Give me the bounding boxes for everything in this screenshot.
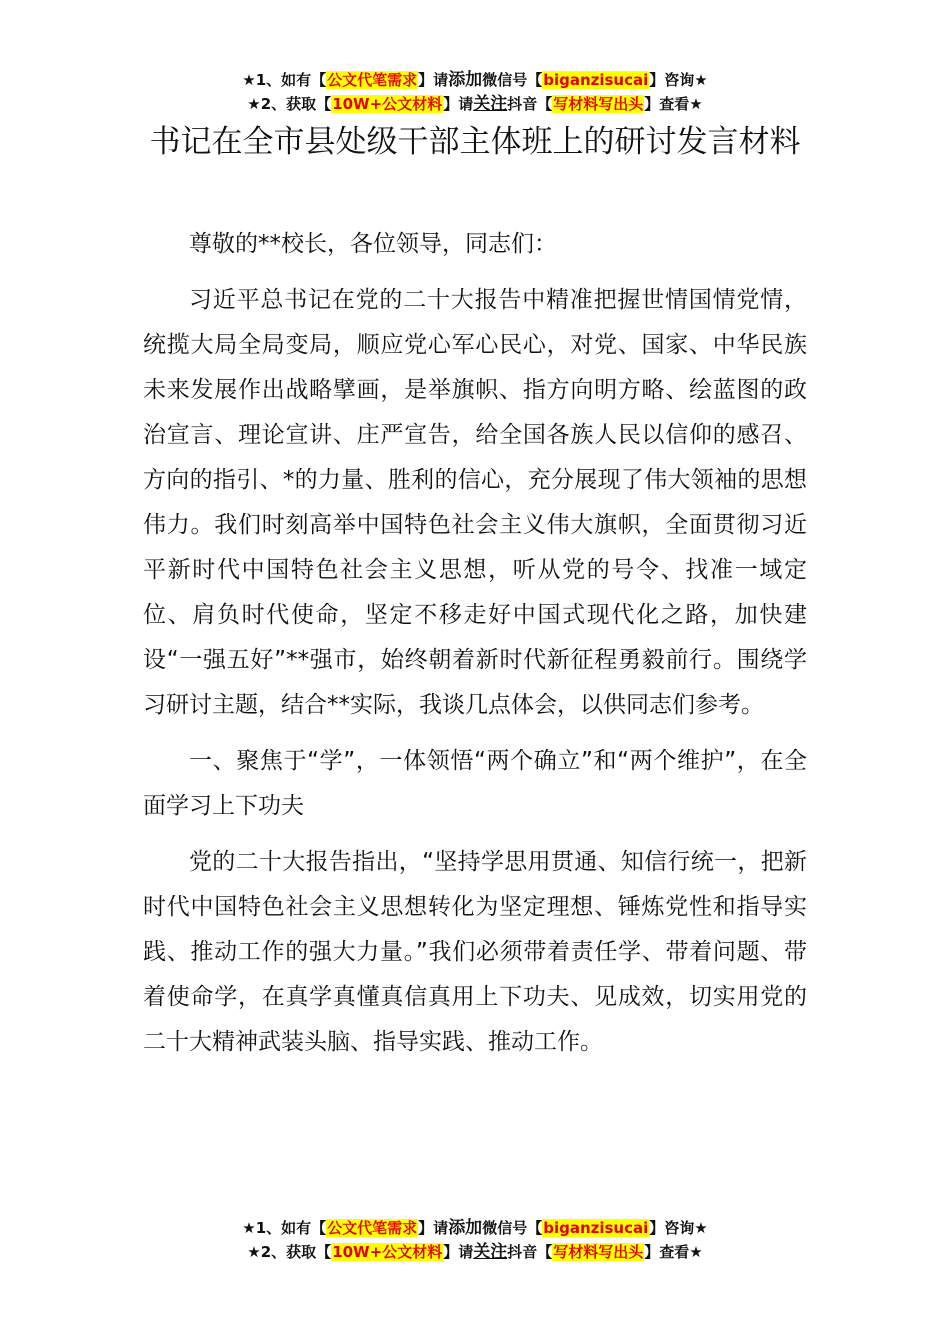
- notice-line-2: [0, 92, 950, 116]
- paragraph-intro: 习近平总书记在党的二十大报告中精准把握世情国情党情，统揽大局全局变局，顺应党心军心民心，对党、国家、中华民族未来发展作出战略擘画，是举旗帜、指方向明方略、绘蓝图的政治宣言、理论宣讲、庄严宣告，给全国各族人民以信仰的感召、方向的指引、*的力量、胜利的信心，充分展现了伟大领袖的思想伟力。我们时刻高举中国特色社会主义伟大旗帜，全面贯彻习近平新时代中国特色社会主义思想，听从党的号令、找准一域定位、肩负时代使命，坚定不移走好中国式现代化之路，加快建设“一强五好”**强市，始终朝着新时代新征程勇毅前行。围绕学习研讨主题，结合**实际，我谈几点体会，以供同志们参考。: [143, 287, 807, 718]
- notice-text: 】请: [418, 1219, 449, 1237]
- salutation: 尊敬的**校长，各位领导，同志们：: [189, 231, 557, 257]
- notice-text: ★1、如有【: [242, 71, 327, 89]
- notice-text: 】查看★: [644, 95, 703, 113]
- notice-line-1: [0, 1216, 950, 1240]
- notice-text: ★2、获取【: [247, 1243, 332, 1261]
- notice-highlight: 公文代笔需求: [327, 1219, 418, 1237]
- notice-emphasis: 关注: [473, 94, 508, 114]
- footer-notice: [0, 1216, 950, 1264]
- notice-highlight-wechat-id: biganzisucai: [543, 71, 649, 89]
- notice-text: 】咨询★: [649, 1219, 708, 1237]
- section-heading-1: 一、聚焦于“学”，一体领悟“两个确立”和“两个维护”，在全面学习上下功夫: [143, 748, 807, 819]
- notice-text: ★1、如有【: [242, 1219, 327, 1237]
- notice-text: 】查看★: [644, 1243, 703, 1261]
- notice-text: 微信号【: [482, 1219, 543, 1237]
- document-body: [143, 222, 807, 1076]
- notice-text: ★2、获取【: [247, 95, 332, 113]
- notice-text: 】请: [418, 71, 449, 89]
- notice-text: 】请: [443, 1243, 474, 1261]
- notice-line-2: [0, 1240, 950, 1264]
- notice-highlight-douyin-name: 写材料写出头: [553, 1243, 644, 1261]
- notice-emphasis: 添加: [448, 1218, 483, 1238]
- notice-text: 微信号【: [482, 71, 543, 89]
- paragraph-section-1: 党的二十大报告指出，“坚持学思用贯通、知信行统一，把新时代中国特色社会主义思想转化为坚定理想、锤炼党性和指导实践、推动工作的强大力量。”我们必须带着责任学、带着问题、带着使命学，在真学真懂真信真用上下功夫、见成效，切实用党的二十大精神武装头脑、指导实践、推动工作。: [143, 849, 807, 1055]
- notice-text: 抖音【: [507, 95, 553, 113]
- document-title: 书记在全市县处级干部主体班上的研讨发言材料: [149, 124, 801, 160]
- header-notice: [0, 68, 950, 116]
- notice-highlight: 10W+公文材料: [332, 95, 443, 113]
- notice-emphasis: 关注: [473, 1242, 508, 1262]
- notice-text: 】请: [443, 95, 474, 113]
- notice-highlight-wechat-id: biganzisucai: [543, 1219, 649, 1237]
- notice-text: 】咨询★: [649, 71, 708, 89]
- notice-highlight: 10W+公文材料: [332, 1243, 443, 1261]
- notice-line-1: [0, 68, 950, 92]
- notice-highlight-douyin-name: 写材料写出头: [553, 95, 644, 113]
- notice-highlight: 公文代笔需求: [327, 71, 418, 89]
- notice-emphasis: 添加: [448, 70, 483, 90]
- notice-text: 抖音【: [507, 1243, 553, 1261]
